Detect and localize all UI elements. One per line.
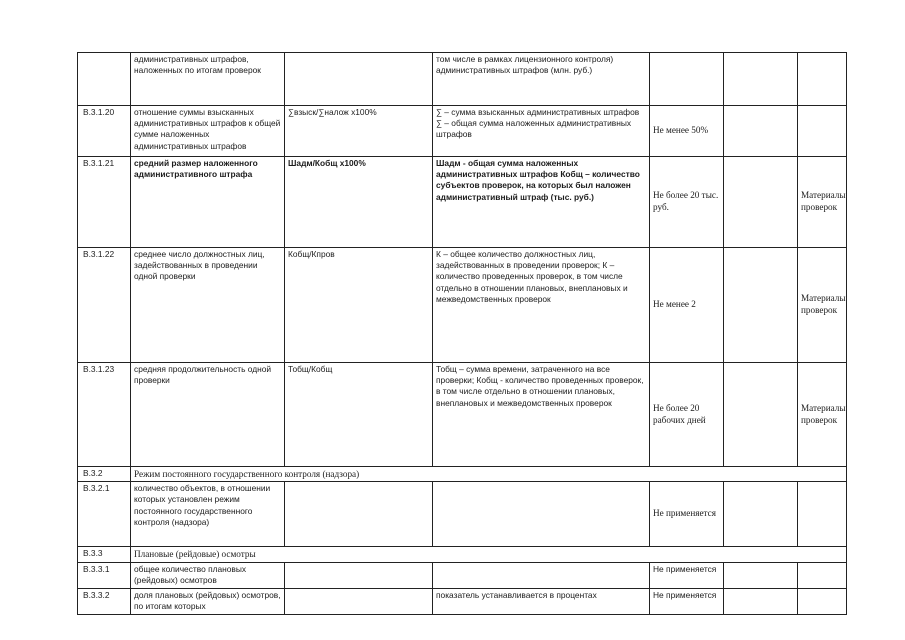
indicator-name-cell: административных штрафов, наложенных по итогам проверок [131,53,285,106]
note-cell: К – общее количество должностных лиц, задействованных в проведении проверок; К – количество проведенных проверок, в том числе отдельно в отношении плановых, внеплановых и межведомственных проверок [433,248,650,363]
source-cell: Материалы проверок [798,157,847,248]
source-cell [724,588,798,614]
table-row [78,588,847,614]
code-cell: В.3.1.22 [78,248,131,363]
code-cell: В.3.3.1 [78,563,131,588]
indicator-name-cell: количество объектов, в отношении которых установлен режим постоянного государственного контроля (надзора) [131,482,285,547]
code-cell: В.3.1.23 [78,363,131,467]
formula-cell [285,53,433,106]
code-cell [78,53,131,106]
target-cell [650,53,724,106]
source-cell [724,157,798,248]
target-cell: Не менее 50% [650,106,724,157]
extra-cell [798,106,847,157]
section-title-cell: Режим постоянного государственного контроля (надзора) [131,467,847,482]
source-cell [724,563,798,588]
indicator-name-cell: общее количество плановых (рейдовых) осмотров [131,563,285,588]
formula-cell: Кобщ/Кпров [285,248,433,363]
table-row [78,563,847,588]
formula-cell [285,482,433,547]
table-row [78,106,847,157]
target-cell: Не менее 2 [650,248,724,363]
target-cell: Не применяется [650,588,724,614]
formula-cell [285,563,433,588]
source-cell [724,363,798,467]
target-cell: Не применяется [650,482,724,547]
section-row [78,547,847,563]
note-cell: том числе в рамках лицензионного контроля) административных штрафов (млн. руб.) [433,53,650,106]
table-row [78,248,847,363]
source-cell [724,482,798,547]
target-cell: Не более 20 тыс. руб. [650,157,724,248]
indicator-name-cell: среднее число должностных лиц, задействованных в проведении одной проверки [131,248,285,363]
indicator-name-cell: средняя продолжительность одной проверки [131,363,285,467]
extra-cell [798,563,847,588]
formula-cell: Тобщ/Кобщ [285,363,433,467]
note-cell: показатель устанавливается в процентах [433,588,650,614]
extra-cell [798,482,847,547]
section-title-cell: Плановые (рейдовые) осмотры [131,547,847,563]
formula-cell: Шадм/Кобщ x100% [285,157,433,248]
target-cell: Не более 20 рабочих дней [650,363,724,467]
code-cell: В.3.1.21 [78,157,131,248]
note-cell [433,482,650,547]
note-cell: ∑ – сумма взысканных административных штрафов ∑ – общая сумма наложенных административных штрафов [433,106,650,157]
section-row [78,467,847,482]
table-row [78,482,847,547]
section-code-cell: В.3.3 [78,547,131,563]
table-row [78,53,847,106]
source-cell [724,248,798,363]
indicator-name-cell: доля плановых (рейдовых) осмотров, по итогам которых [131,588,285,614]
section-code-cell: В.3.2 [78,467,131,482]
indicators-table [77,52,847,615]
extra-cell [798,53,847,106]
source-cell [724,53,798,106]
code-cell: В.3.1.20 [78,106,131,157]
code-cell: В.3.2.1 [78,482,131,547]
source-cell: Материалы проверок [798,363,847,467]
note-cell [433,563,650,588]
table-row [78,157,847,248]
formula-cell [285,588,433,614]
formula-cell: ∑взыск/∑налож x100% [285,106,433,157]
note-cell: Тобщ – сумма времени, затраченного на все проверки; Кобщ - количество проведенных проверок, в том числе отдельно в отношении плановых, внеплановых и межведомственных проверок [433,363,650,467]
indicator-name-cell: средний размер наложенного административного штрафа [131,157,285,248]
source-cell: Материалы проверок [798,248,847,363]
target-cell: Не применяется [650,563,724,588]
indicator-name-cell: отношение суммы взысканных административных штрафов к общей сумме наложенных административных штрафов [131,106,285,157]
code-cell: В.3.3.2 [78,588,131,614]
table-row [78,363,847,467]
extra-cell [798,588,847,614]
source-cell [724,106,798,157]
note-cell: Шадм - общая сумма наложенных административных штрафов Кобщ – количество субъектов проверок, на которых был наложен административный штраф (тыс. руб.) [433,157,650,248]
